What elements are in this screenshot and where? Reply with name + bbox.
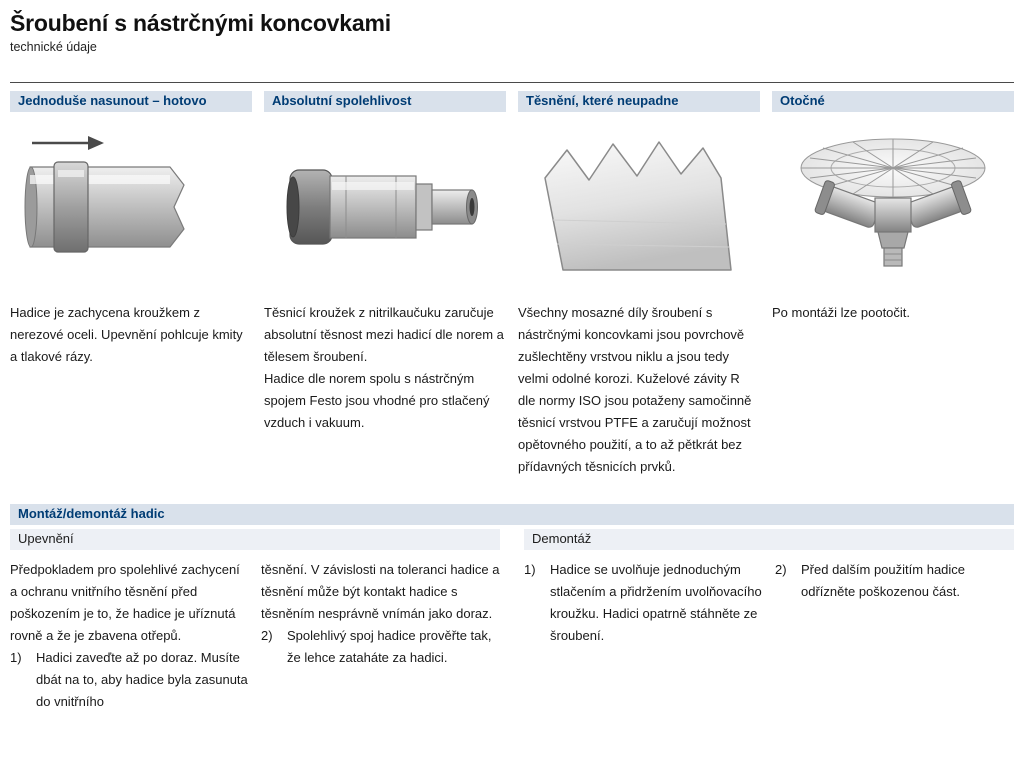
dismounting-col-1	[524, 559, 763, 647]
feature-text-3: Všechny mosazné díly šroubení s nástrčnými koncovkami jsou povrchově zušlechtěny vrstvou niklu a jsou tedy velmi odolné korozi. Kuželové závity R dle normy ISO jsou potaženy samočinně těsnicí vrstvou PTFE a zaručují možnost opětovného použití, a to až pětkrát bez přídavných těsnicích prvků.	[518, 305, 752, 474]
rotatable-fitting-illustration	[778, 126, 1008, 288]
feature-header-3: Těsnění, které neupadne	[518, 91, 760, 112]
item-text: Před dalším použitím hadice odřízněte poškozenou část.	[801, 562, 966, 599]
mounting-subheader: Upevnění	[10, 529, 500, 550]
item-number: 2)	[775, 562, 787, 577]
feature-column-3	[518, 91, 760, 478]
features-grid	[10, 91, 1014, 478]
feature-header-1: Jednoduše nasunout – hotovo	[10, 91, 252, 112]
ptfe-sealing-strip-illustration	[518, 112, 760, 302]
page-subtitle: technické údaje	[10, 40, 97, 54]
mounting-col-1	[10, 559, 249, 713]
mounting-continuation: těsnění. V závislosti na toleranci hadice a těsnění může být kontakt hadice s těsněním nesprávně vnímán jako doraz.	[261, 562, 500, 621]
item-text: Hadice se uvolňuje jednoduchým stlačením a přidržením uvolňovacího kroužku. Hadici opatrně stáhněte ze šroubení.	[550, 562, 762, 643]
dismounting-subheader: Demontáž	[524, 529, 1014, 550]
dismounting-item-2	[775, 559, 1014, 603]
feature-text-2b: Hadice dle norem spolu s nástrčným spojem Festo jsou vhodné pro stlačený vzduch i vakuum.	[264, 371, 490, 430]
dismounting-col-2	[775, 559, 1014, 647]
mounting-columns	[10, 559, 500, 713]
feature-text-4: Po montáži lze pootočit.	[772, 305, 911, 320]
fitting-with-sealing-ring-illustration	[272, 132, 498, 282]
assembly-halves	[10, 529, 1014, 713]
header-rule	[10, 82, 1014, 83]
hose-with-retaining-ring-illustration	[10, 112, 252, 302]
feature-column-4	[772, 91, 1014, 478]
assembly-header: Montáž/demontáž hadic	[10, 504, 1014, 525]
assembly-section	[10, 504, 1014, 713]
feature-column-2	[264, 91, 506, 478]
item-number: 1)	[524, 562, 536, 577]
fitting-with-sealing-ring-illustration	[264, 112, 506, 302]
feature-header-4: Otočné	[772, 91, 1014, 112]
feature-text-1: Hadice je zachycena kroužkem z nerezové oceli. Upevnění pohlcuje kmity a tlakové rázy.	[10, 305, 243, 364]
dismounting-columns	[524, 559, 1014, 647]
mounting-col-2	[261, 559, 500, 713]
feature-text-2a: Těsnicí kroužek z nitrilkaučuku zaručuje absolutní těsnost mezi hadicí dle norem a tělesem šroubení.	[264, 305, 504, 364]
item-number: 2)	[261, 628, 273, 643]
item-number: 1)	[10, 650, 22, 665]
hose-with-retaining-ring-illustration	[18, 123, 244, 291]
item-text: Spolehlivý spoj hadice prověřte tak, že lehce zataháte za hadici.	[287, 628, 492, 665]
mounting-intro: Předpokladem pro spolehlivé zachycení a ochranu vnitřního těsnění před poškozením je to, že hadice je uříznutá rovně a že je zbavena otřepů.	[10, 562, 240, 643]
feature-column-1	[10, 91, 252, 478]
mounting-item-1	[10, 647, 249, 713]
mounting-half	[10, 529, 500, 713]
mounting-item-2	[261, 625, 500, 669]
item-text: Hadici zaveďte až po doraz. Musíte dbát na to, aby hadice byla zasunuta do vnitřního	[36, 650, 248, 709]
page-header	[10, 10, 1014, 54]
ptfe-sealing-strip-illustration	[529, 128, 749, 286]
dismounting-half	[524, 529, 1014, 713]
rotatable-fitting-illustration	[772, 112, 1014, 302]
feature-header-2: Absolutní spolehlivost	[264, 91, 506, 112]
dismounting-item-1	[524, 559, 763, 647]
page-title: Šroubení s nástrčnými koncovkami	[10, 10, 391, 36]
